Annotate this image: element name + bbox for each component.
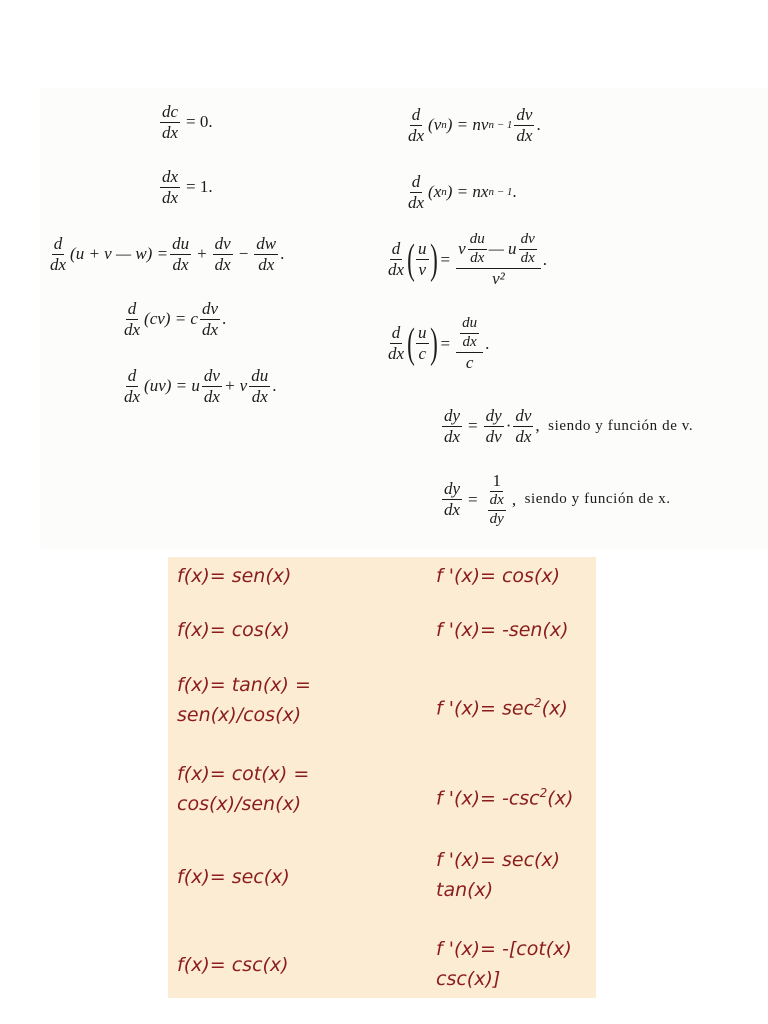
rule-power-x: $\frac{d}{dx}$ (x n ) = nx n − 1 . — [408, 172, 517, 212]
table-fp-cot: f '$(x)= -\csc^2(x)$ — [436, 786, 574, 810]
table-f-sen: f(x)= sen(x) — [177, 565, 292, 587]
rule-quotient: $\frac{d}{dx}$ ( $\frac{u}{v}$ ) = v $\frac{du}{dx}$ — u $\frac{dv}{dx}$ v² . — [388, 231, 547, 288]
rule-scalar: $\frac{d}{dx}$ (cv) = c $\frac{dv}{dx}$ . — [124, 299, 227, 339]
rule-chain: $\frac{dy}{dx}$ = $\frac{dy}{dv}$ · $\frac{dv}{dx}$ , siendo y función de v. — [444, 406, 694, 446]
rule-inverse: $\frac{dy}{dx}$ = $\frac{1}{\frac{dx}{dy}}$ , siendo y función de x. — [444, 471, 671, 527]
table-f-cot: f(x)= cot(x) = cos(x)/sen(x) — [177, 763, 310, 815]
rule-sum: $\frac{d}{dx}$ (u + v — w) = $\frac{du}{dx}$ + $\frac{dv}{dx}$ − $\frac{dw}{dx}$ . — [50, 234, 285, 274]
rule-constant: $\frac{dc}{dx}$ = 0. — [162, 102, 213, 142]
table-fp-cos: f '(x)= -sen(x) — [436, 619, 569, 641]
rule-power-v: $\frac{d}{dx}$ (v n ) = nv n − 1 $\frac{dv}{dx}$ . — [408, 105, 541, 145]
rule-product: $\frac{d}{dx}$ (uv) = u $\frac{dv}{dx}$ + v $\frac{du}{dx}$ . — [124, 366, 277, 406]
table-fp-sec: f '(x)= sec(x) tan(x) — [436, 849, 561, 901]
table-f-sec: f(x)= sec(x) — [177, 866, 290, 888]
table-fp-sen: f '(x)= cos(x) — [436, 565, 561, 587]
table-f-cos: f(x)= cos(x) — [177, 619, 290, 641]
rule-quotient-constant: $\frac{d}{dx}$ ( $\frac{u}{c}$ ) = $\frac{\frac{du}{dx}}{c}$ . — [388, 315, 490, 372]
table-f-tan: f(x)= tan(x) = sen(x)/cos(x) — [177, 674, 311, 726]
table-f-csc: f(x)= csc(x) — [177, 954, 289, 976]
rule-identity: $\frac{dx}{dx}$ = 1. — [162, 167, 213, 207]
table-fp-csc: f '(x)= -[cot(x) csc(x)] — [436, 938, 572, 990]
table-fp-tan: f '$(x)= \sec^2(x)$ — [436, 696, 568, 720]
